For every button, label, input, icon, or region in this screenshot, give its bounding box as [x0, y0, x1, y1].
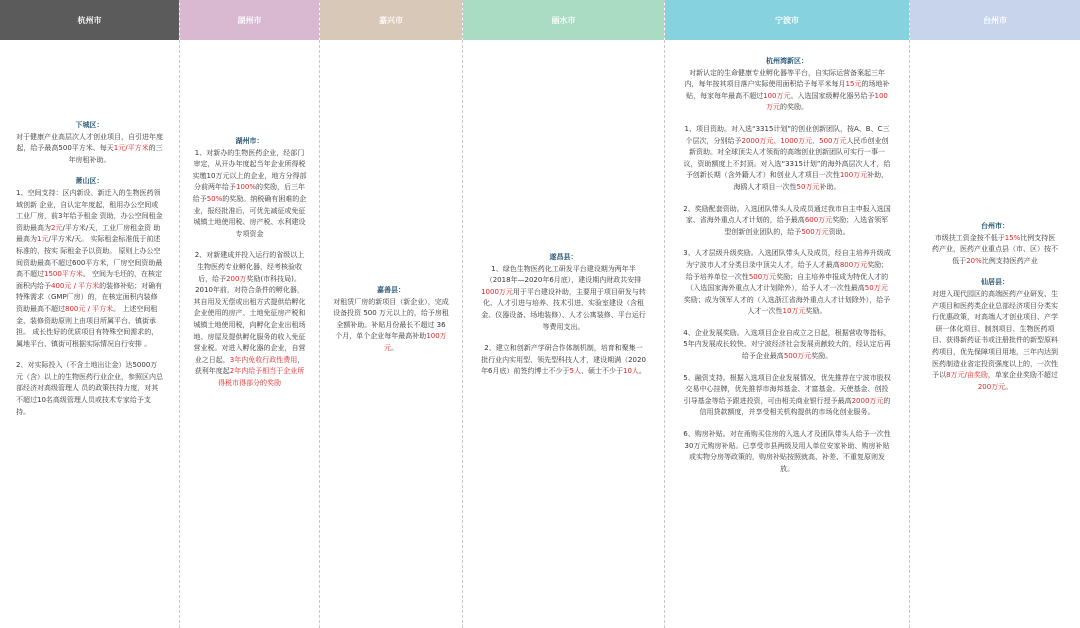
header-lishui: 丽水市	[463, 0, 664, 40]
column-lishui	[463, 0, 665, 628]
hangzhou-xiaoshan: 萧山区： 1、空间支持：区内新设、新迁入的生物医药领域创新 企业，自认定年度起，租用办公空间或工业厂房，前3年给予租金 资助，办公空间租金资助最高为2元/平方米/天，工业厂房租金资 助最高为1元/平方米/天。 实际租金标准低于前述标准的，按实 际租金予以资助。 原则上办公空间资助最高不超过600平方米，厂房空间资助最高不超过1500平方米。 空间为毛坯的，在核定面积内给予400元 / 平方米的装修补贴；对确有特殊需求（GMP厂房）的，在核定面积内装修资助最高不超过800元 / 平方米。 上述空间租金、装修资助原则上由项目所属平台、镇街承担。 成长性好的优质项目有特殊空间需求的，属地平台、镇街可根据实际情况自行安排 。 2、对实际投入（不含土地出让金）达5000万元（含）以上的生物医药行业企业，参照区内总部经济对高级管理人 员的政策扶持力度，对其不超过10名高级管理人员或技术专家给予支持。	[16, 177, 163, 416]
column-hangzhou	[0, 0, 180, 628]
hangzhou-content	[0, 120, 179, 428]
header-jiaxing: 嘉兴市	[320, 0, 462, 40]
section-title: 萧山区：	[75, 177, 104, 186]
jiaxing-content: 嘉善县： 对租赁厂房的新项目（新企业），完成设备投资 500 万元以上的，给予房租全额补助。补贴月份最长不超过 36 个月，单个企业每年最高补助100万元。	[333, 286, 449, 352]
column-ningbo	[665, 0, 910, 628]
section-title: 下城区：	[75, 121, 104, 129]
header-taizhou: 台州市	[910, 0, 1080, 40]
header-hangzhou: 杭州市	[0, 0, 179, 40]
column-taizhou	[910, 0, 1080, 628]
header-ningbo: 宁波市	[665, 0, 909, 40]
header-huzhou: 湖州市	[180, 0, 319, 40]
taizhou-content: 台州市： 市级扶工资金按不低于15%比例支持医药产业，医药产业重点县（市、区）按不低于20%比例支持医药产业 仙居县： 对进入现代园区的高端医药产业研发、生产项目和医药类企业总部经济项目分类实行优惠政策，对高端人才创业项目、产学研一体化项目、制剂项目、生物医药项目、获得新药证书或注册批件的新型原料药项目，优先保障项目用地，三年内达到医药制造业省定投资强度以上的，一次性予以8万元/亩奖励，单家企业奖励不超过200万元。	[932, 222, 1058, 391]
ningbo-content: 杭州湾新区： 对新认定的生命健康专业孵化器等平台，自实际运营备案起三年内，每年按其项目落户实际使用面积给予每平米每月15元的场地补贴，每家每年最高不超过100万元。入选国家级孵化器另给予100万元的奖励。 1、项目资助。对入选“3315计划”的创业创新团队，按A、B、C三个层次，分别给予2000万元、1000万元、500万元人民币创业创新资助。对全球顶尖人才领衔的高端创业创新团队可实行一事一议，资助额度上不封顶。对入选“3315计划”的海外高层次人才，给予创新长期（含外籍人才）和创业人才项目一次性100万元补助，海鸥人才项目一次性50万元补助。 2、奖励配套资助。入选团队带头人及成员通过我市自主申报入选国家、省海外重点人才计划的，给予最高600万元奖励；入选省领军型创新创业团队的，给予500万元资助。 3、人才层级升级奖励。入选团队带头人及成员，经自主培养升级成为宁波市人才分类目录中顶尖人才，给予人才最高800万元奖励；给予培养单位一次性500万元奖励；自主培养申报成为特优人才的（入选国家海外重点人才计划除外），给予人才一次性最高50万元奖励；成为领军人才的（入选浙江省海外重点人才计划除外），给予人才一次性10万元奖励。 4、企业发展奖励。入选项目企业自成立之日起，根据营收等指标，5年内发展成长较快、对宁波经济社会发展贡献较大的，经认定后再给予企业最高500万元奖励。 5、融资支持。根据入选项目企业发展情况，优先推荐在宁波市股权交易中心挂牌，优先推荐市海邦基金、才富基金、天使基金、创投引导基金等给予跟进投资，可由相关商业银行授予最高2000万元的信用贷款额度，并享受相关机构提供的市场化创业服务。 6、购房补贴。对在甬购买住房的入选人才及团队带头人给予一次性30万元购房补贴。已享受市县两级及用人单位安家补助、购房补贴或实物分房等政策的，购房补贴按照就高、补差、不重复原则发放。	[683, 57, 891, 473]
column-jiaxing	[320, 0, 463, 628]
lishui-content: 遂昌县： 1、绿色生物医药化工研发平台建设期为两年半（2018年—2020年6月底），建设期内财政共安排1000万元用于平台建设补助，主要用于项目研发与转化、人才引进与培养、技术引进、实验室建设（含租金、仪器设备、场地装修）、人才公寓装修、平台运行等费用支出。 2、建立和创新产学研合作体制机制，培育和聚集一批行业内实用型、领先型科技人才，建设期满（2020年6月底）前签约博士不少于5人、硕士不少于10人。	[481, 253, 646, 376]
huzhou-content: 湖州市： 1、对新办的生物医药企业，经部门审定，从开办年度起当年企业所得税实缴10万元以上的企业，地方分得部分前两年给予100%的奖励，后三年给予50%的奖励。纳税确有困难的企业，报经批准后，可优先减征或免征城镇土地使用税、房产税、水利建设专项资金 2、对新建成并投入运行的省级以上生物医药专业孵化器，经考核验收后，给予200万奖励(市科技局)。2010年前，对符合条件的孵化器，其自用及无偿或出租方式提供给孵化企业使用的房产、土地免征房产税和城镇土地使用税，向孵化企业出租场地、房屋及提供孵化服务的收入免征营业税。对进入孵化器的企业，自营业之日起，3年内免收行政性费用，获利年度起2年内给予相当于企业所得税市得部分的奖励	[192, 137, 307, 387]
column-huzhou	[180, 0, 320, 628]
hangzhou-xiacheng: 下城区： 对于健康产业高层次人才创业项目，自引进年度起，给予最高500平方米、每天1元/平方米的三年房租补助。	[16, 121, 163, 164]
